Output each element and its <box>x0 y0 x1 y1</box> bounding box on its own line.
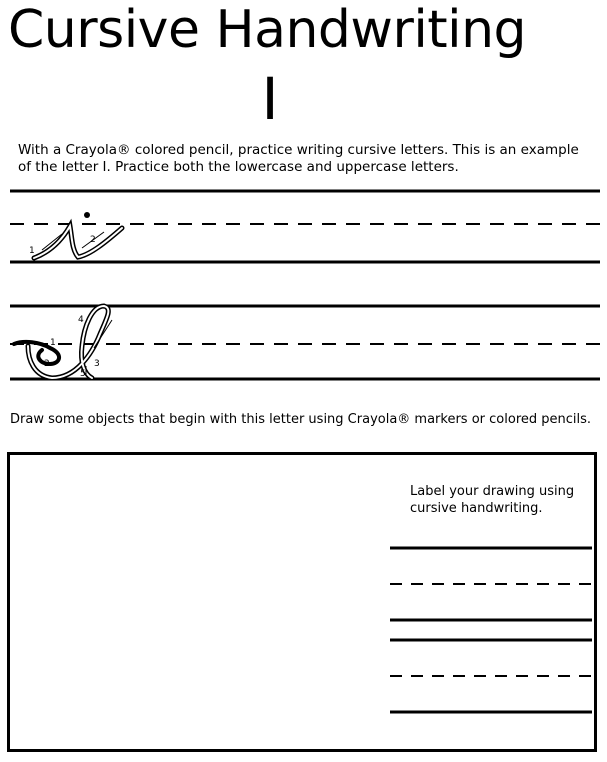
stroke-number: 2 <box>44 359 50 369</box>
featured-letter: I <box>261 65 279 133</box>
instructions-text: With a Crayola® colored pencil, practice writing cursive letters. This is an example of the letter I. Practice both the lowercase and uppercase letters. <box>18 142 579 175</box>
drawing-area[interactable] <box>7 452 597 752</box>
stroke-number: 2 <box>90 235 96 245</box>
stroke-number: 5 <box>80 369 86 379</box>
label-hint-text: Label your drawing using cursive handwriting. <box>410 484 575 516</box>
worksheet-title: Cursive Handwriting <box>8 0 527 60</box>
stroke-number: 4 <box>78 315 84 325</box>
stroke-number: 3 <box>94 359 100 369</box>
stroke-number: 1 <box>50 338 56 348</box>
label-writing-lines[interactable] <box>388 540 598 720</box>
stroke-number: 1 <box>29 246 35 256</box>
lowercase-i-example <box>34 212 122 258</box>
draw-instructions-text: Draw some objects that begin with this letter using Crayola® markers or colored pencils. <box>10 412 592 427</box>
